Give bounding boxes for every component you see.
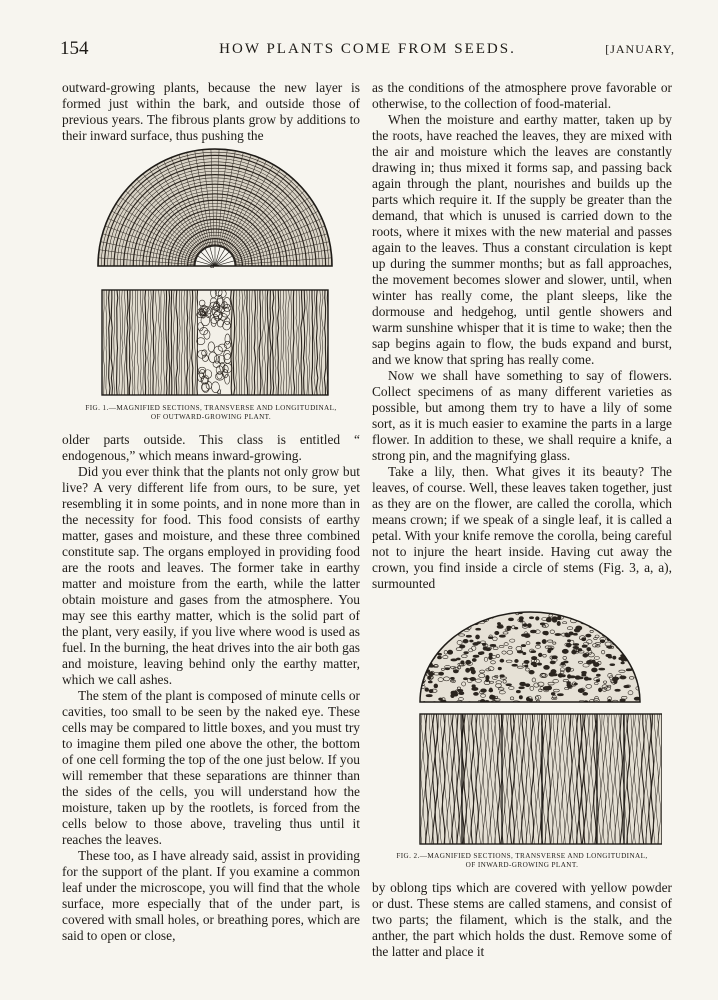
- figure-1-label-a-bottom: a: [217, 386, 222, 396]
- paragraph: outward-growing plants, because the new layer is formed just within the bark, and outside those of previous years. The fibrous plants grow by additions to their inward surface, thus pushing the: [62, 80, 360, 143]
- figure-1-caption-line2: OF OUTWARD-GROWING PLANT.: [150, 413, 272, 421]
- paragraph: Take a lily, then. What gives it its beauty? The leaves, of course. Well, these leaves taken together, just as they are on the flower, are called the corolla, which means crown; if we speak of a single leaf, it is called a petal. With your knife remove the corolla, being careful not to injure the heart inside. Having cut away the crown, you find inside a circle of stems (Fig. 3, a, a), surmounted: [372, 464, 672, 591]
- page-header: [60, 38, 675, 60]
- figure-2-caption-line1: FIG. 2.—MAGNIFIED SECTIONS, TRANSVERSE AND LONGITUDINAL,: [396, 852, 648, 860]
- figure-2-caption-line2: OF INWARD-GROWING PLANT.: [465, 861, 579, 869]
- figure-2: [392, 606, 662, 846]
- figure-2-caption: [372, 852, 672, 870]
- figure-2-illustration: [392, 606, 662, 846]
- running-title: HOW PLANTS COME FROM SEEDS.: [219, 41, 516, 57]
- left-column-top: [62, 80, 360, 144]
- paragraph: When the moisture and earthy matter, taken up by the roots, have reached the leaves, they are mixed with the air and moisture which the leaves are constantly drawing in; thus mixed it forms sap, and passing back again through the plant, nourishes and builds up the parts which require it. If the supply be greater than the demand, that which is unused is carried down to the roots, where it mixes with the new material and passes again to the leaves. Thus a constant circulation is kept up during the summer months; but as fall approaches, the movement becomes slower and slower, until, when winter has really come, the plant sleeps, like the dormouse and hedgehog, until gentle showers and warm sunshine whisper that it is time to wake; then the sap begins again to flow, the buds expand and burst, and we know that spring has really come.: [372, 112, 672, 367]
- paragraph: as the conditions of the atmosphere prove favorable or otherwise, to the collection of food-material.: [372, 80, 672, 111]
- paragraph: Did you ever think that the plants not only grow but live? A very different life from ours, to be sure, yet resembling it in some points, and in none more than in the necessity for food. This food consists of earthy matter, gases and moisture, and these three combined constitute sap. The organs employed in providing food are the roots and leaves. The former take in earthy matter and moisture from the earth, while the latter obtain moisture and gases from the atmosphere. You may see this earthy matter, which is the solid part of the plant, very easily, if you live where wood is used as fuel. In the burning, the heat drives into the air both gas and moisture, leaving behind only the earthy matter, which we call ashes.: [62, 464, 360, 687]
- paragraph: The stem of the plant is composed of minute cells or cavities, too small to be seen by the naked eye. These cells may be compared to little boxes, and you must try to imagine them piled one above the other, the bottom of one cell forming the top of the one just below. If you will remember that these separations are thinner than the sides of the cells, you will understand how the moisture, taken up by the rootlets, is forced from the cells below to those above, traveling thus until it reaches the leaves.: [62, 688, 360, 847]
- figure-1-illustration: [90, 148, 340, 398]
- paragraph: These too, as I have already said, assist in providing for the support of the plant. If you examine a common leaf under the microscope, you will find that the whole surface, more especially that of the under part, is covered with small holes, or breathing pores, which are said to open or close,: [62, 848, 360, 943]
- page-number: 154: [60, 38, 89, 59]
- figure-1-caption-line1: FIG. 1.—MAGNIFIED SECTIONS, TRANSVERSE AND LONGITUDINAL,: [85, 404, 337, 412]
- left-column-bottom: [62, 432, 360, 944]
- right-column-bottom: [372, 880, 672, 960]
- paragraph: by oblong tips which are covered with yellow powder or dust. These stems are called stamens, and consist of two parts; the filament, which is the stalk, and the anther, the part which holds the dust. Remove some of the latter and place it: [372, 880, 672, 959]
- figure-1-label-a: a: [210, 260, 215, 270]
- paragraph: Now we shall have something to say of flowers. Collect specimens of as many different varieties as possible, but among them try to have a lily of some sort, as it is much easier to examine the parts in a large flower. In addition to these, we shall require a knife, a strong pin, and the magnifying glass.: [372, 368, 672, 463]
- figure-1-caption: [62, 404, 360, 422]
- right-column-top: [372, 80, 672, 592]
- issue-month: [JANUARY,: [605, 42, 675, 56]
- paragraph: older parts outside. This class is entitled “ endogenous,” which means inward-growing.: [62, 432, 360, 463]
- figure-1: [90, 148, 340, 398]
